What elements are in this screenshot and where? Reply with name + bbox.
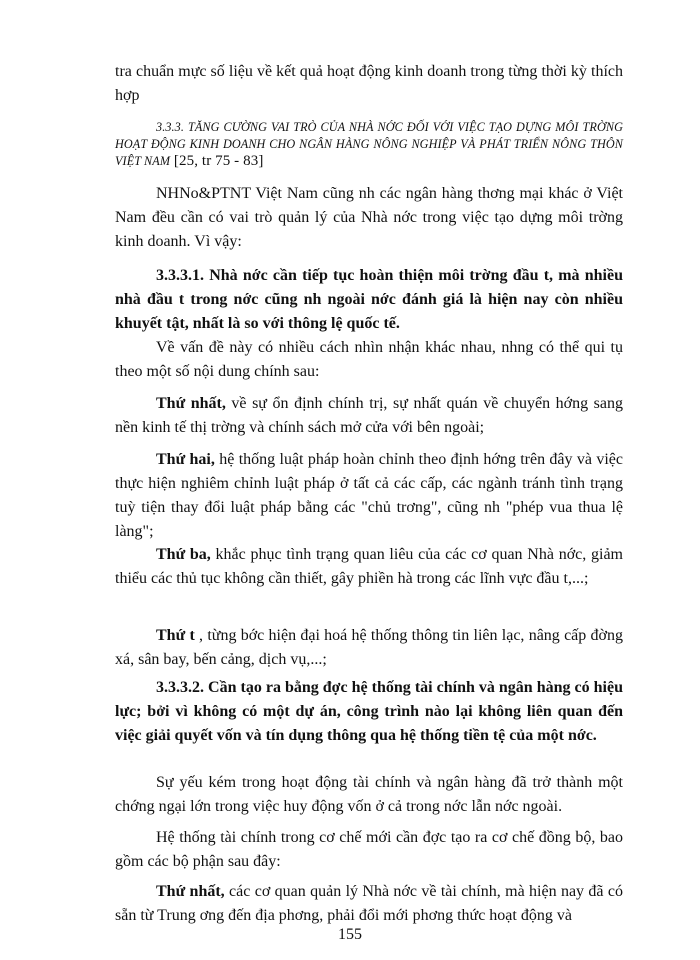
- paragraph-first: [115, 392, 623, 440]
- paragraph-views: [115, 336, 623, 384]
- paragraph-second: [115, 448, 623, 544]
- paragraph-fourth: [115, 624, 623, 672]
- paragraph-lead: Thứ nhất,: [156, 883, 225, 900]
- paragraph-third: [115, 543, 623, 591]
- paragraph-first-finance: [115, 880, 623, 928]
- paragraph-text: , từng bớc hiện đại hoá hệ thống thông tin liên lạc, nâng cấp đờng xá, sân bay, bến cảng, dịch vụ,...;: [115, 627, 624, 668]
- paragraph-weakness: [115, 771, 623, 819]
- paragraph-text: các cơ quan quản lý Nhà nớc về tài chính, mà hiện nay đã có sẵn từ Trung ơng đến địa phơng, phải đổi mới phơng thức hoạt động và: [115, 883, 623, 924]
- page-number: 155: [338, 926, 362, 943]
- subsection-text: 3.3.3.1. Nhà nớc cần tiếp tục hoàn thiện môi trờng đầu t, mà nhiều nhà đầu t trong nớc cũng nh ngoài nớc đánh giá là hiện nay còn nhiều khuyết tật, nhất là so với thông lệ quốc tế.: [115, 267, 623, 332]
- paragraph-text: Sự yếu kém trong hoạt động tài chính và ngân hàng đã trở thành một chớng ngại lớn trong việc huy động vốn ở cả trong nớc lẫn nớc ngoài.: [115, 774, 623, 815]
- subsection-heading-3-3-3-2: [115, 676, 623, 748]
- paragraph-text: khắc phục tình trạng quan liêu của các cơ quan Nhà nớc, giảm thiểu các thủ tục không cần thiết, gây phiền hà trong các lĩnh vực đầu t,...;: [115, 546, 623, 587]
- paragraph-text: về sự ổn định chính trị, sự nhất quán về chuyển hớng sang nền kinh tế thị trờng và chính sách mở cửa với bên ngoài;: [115, 395, 623, 436]
- paragraph-lead: Thứ hai,: [156, 451, 215, 468]
- paragraph-lead: Thứ t: [156, 627, 195, 644]
- paragraph-text: tra chuẩn mực số liệu về kết quả hoạt động kinh doanh trong từng thời kỳ thích hợp: [115, 63, 623, 104]
- paragraph-text: hệ thống luật pháp hoàn chỉnh theo định hớng trên đây và việc thực hiện nghiêm chỉnh luật pháp ở tất cả các cấp, các ngành tránh tình trạng tuỳ tiện thay đổi luật pháp bằng các "chủ trơng", cũng nh "phép vua thua lệ làng";: [115, 451, 624, 540]
- paragraph-text: Hệ thống tài chính trong cơ chế mới cần đợc tạo ra cơ chế đồng bộ, bao gồm các bộ phận sau đây:: [115, 829, 623, 870]
- subsection-heading-3-3-3-1: [115, 264, 623, 336]
- paragraph-lead: Thứ ba,: [156, 546, 211, 563]
- section-heading: [115, 119, 623, 170]
- paragraph-text: NHNo&PTNT Việt Nam cũng nh các ngân hàng thơng mại khác ở Việt Nam đều cần có vai trò quản lý của Nhà nớc trong việc tạo dựng môi trờng kinh doanh. Vì vậy:: [115, 185, 623, 250]
- subsection-text: 3.3.3.2. Cần tạo ra bằng đợc hệ thống tài chính và ngân hàng có hiệu lực; bởi vì không có một dự án, công trình nào lại không liên quan đến việc giải quyết vốn và tín dụng thông qua hệ thống tiền tệ của một nớc.: [115, 679, 623, 744]
- paragraph-text: Về vấn đề này có nhiều cách nhìn nhận khác nhau, nhng có thể qui tụ theo một số nội dung chính sau:: [115, 339, 623, 380]
- paragraph-lead: Thứ nhất,: [156, 395, 226, 412]
- paragraph-continuation: [115, 60, 623, 108]
- paragraph-system: [115, 826, 623, 874]
- section-heading-text: 3.3.3. TĂNG CƯỜNG VAI TRÒ CỦA NHÀ NỚC ĐỐI VỚI VIỆC TẠO DỰNG MÔI TRỜNG HOẠT ĐỘNG KINH DOANH CHO NGÂN HÀNG NÔNG NGHIỆP VÀ PHÁT TRIỂN NÔNG THÔN VIỆT NAM: [115, 120, 623, 168]
- paragraph-intro: [115, 182, 623, 254]
- section-heading-reference: [25, tr 75 - 83]: [170, 153, 264, 169]
